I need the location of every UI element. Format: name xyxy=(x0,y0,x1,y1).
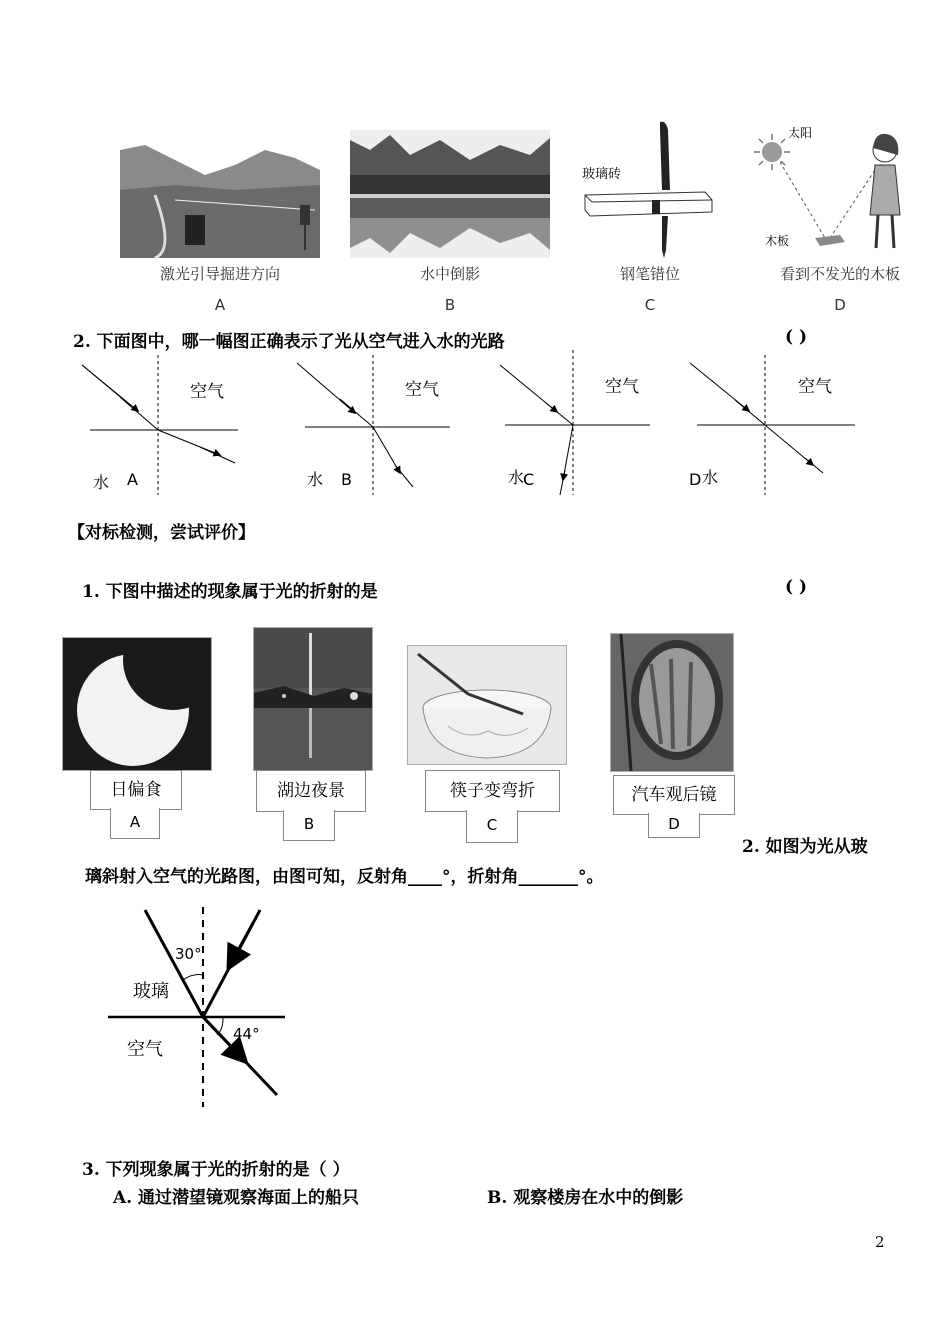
label-glass-brick: 玻璃砖 xyxy=(582,167,622,182)
option-a[interactable]: A. 通过潜望镜观察海面上的船只 xyxy=(113,1188,360,1208)
question-2-answer-paren[interactable]: ( ) xyxy=(785,327,808,347)
photo-letter-d: D xyxy=(648,813,700,838)
air-label: 空气 xyxy=(127,1039,163,1060)
angle-30-label: 30° xyxy=(175,945,202,963)
test-question-1-text: 1. 下图中描述的现象属于光的折射的是 xyxy=(82,582,378,602)
glass-label: 玻璃 xyxy=(133,981,169,1002)
image-water-reflection xyxy=(350,130,550,258)
photo-lakeside-night xyxy=(253,627,373,771)
test-question-3-text: 3. 下列现象属于光的折射的是（ ） xyxy=(82,1160,350,1180)
photo-label-d: 汽车观后镜 xyxy=(613,775,735,815)
test-question-2-continued: 璃斜射入空气的光路图，由图可知，反射角____°，折射角_______°。 xyxy=(85,867,604,887)
photo-letter-b: B xyxy=(283,810,335,841)
photo-label-c: 筷子变弯折 xyxy=(425,770,560,812)
page-number: 2 xyxy=(875,1233,885,1251)
air-label: 空气 xyxy=(405,380,439,400)
photo-label-b: 湖边夜景 xyxy=(256,770,366,812)
ray-diagram-a xyxy=(80,355,250,500)
water-label: 水 xyxy=(307,470,324,489)
test-question-1-answer-paren[interactable]: ( ) xyxy=(785,577,808,597)
label-board: 木板 xyxy=(765,234,790,248)
photo-letter-c: C xyxy=(466,810,518,843)
ray-diagram-c xyxy=(495,350,665,500)
diagram-letter: D xyxy=(689,470,702,489)
ray-diagram-d xyxy=(685,355,860,500)
letter-d: D xyxy=(834,296,846,314)
photo-partial-eclipse xyxy=(62,637,212,771)
option-b[interactable]: B. 观察楼房在水中的倒影 xyxy=(487,1188,684,1208)
diagram-letter: A xyxy=(127,470,138,489)
ray-diagram-b xyxy=(295,355,465,500)
letter-a: A xyxy=(214,296,226,314)
caption-b: 水中倒影 xyxy=(419,265,480,283)
photo-letter-a: A xyxy=(110,808,160,839)
water-label: 水 xyxy=(702,468,719,487)
diagram-letter: C xyxy=(523,470,535,489)
image-laser-tunnel xyxy=(115,130,325,258)
glass-air-ray-diagram xyxy=(105,905,290,1110)
photo-label-a: 日偏食 xyxy=(90,770,182,810)
image-pen-glass xyxy=(580,120,720,260)
diagram-letter: B xyxy=(341,470,352,489)
caption-c: 钢笔错位 xyxy=(619,265,680,283)
water-label: 水 xyxy=(508,468,525,487)
photo-car-mirror xyxy=(610,633,734,772)
question-2-text: 2. 下面图中，哪一幅图正确表示了光从空气进入水的光路 xyxy=(73,332,505,352)
section-title: 【对标检测，尝试评价】 xyxy=(68,523,255,543)
label-sun: 太阳 xyxy=(788,126,813,140)
air-label: 空气 xyxy=(190,382,224,402)
angle-44-label: 44° xyxy=(233,1025,260,1043)
letter-b: B xyxy=(444,296,456,314)
air-label: 空气 xyxy=(605,377,639,397)
image-sun-board-girl xyxy=(750,120,920,260)
letter-c: C xyxy=(644,296,656,314)
air-label: 空气 xyxy=(798,377,832,397)
photo-bent-chopsticks xyxy=(407,645,567,765)
test-question-2-start: 2. 如图为光从玻 xyxy=(742,837,868,857)
water-label: 水 xyxy=(93,473,110,492)
caption-d: 看到不发光的木板 xyxy=(779,265,900,283)
caption-a: 激光引导掘进方向 xyxy=(159,265,280,283)
